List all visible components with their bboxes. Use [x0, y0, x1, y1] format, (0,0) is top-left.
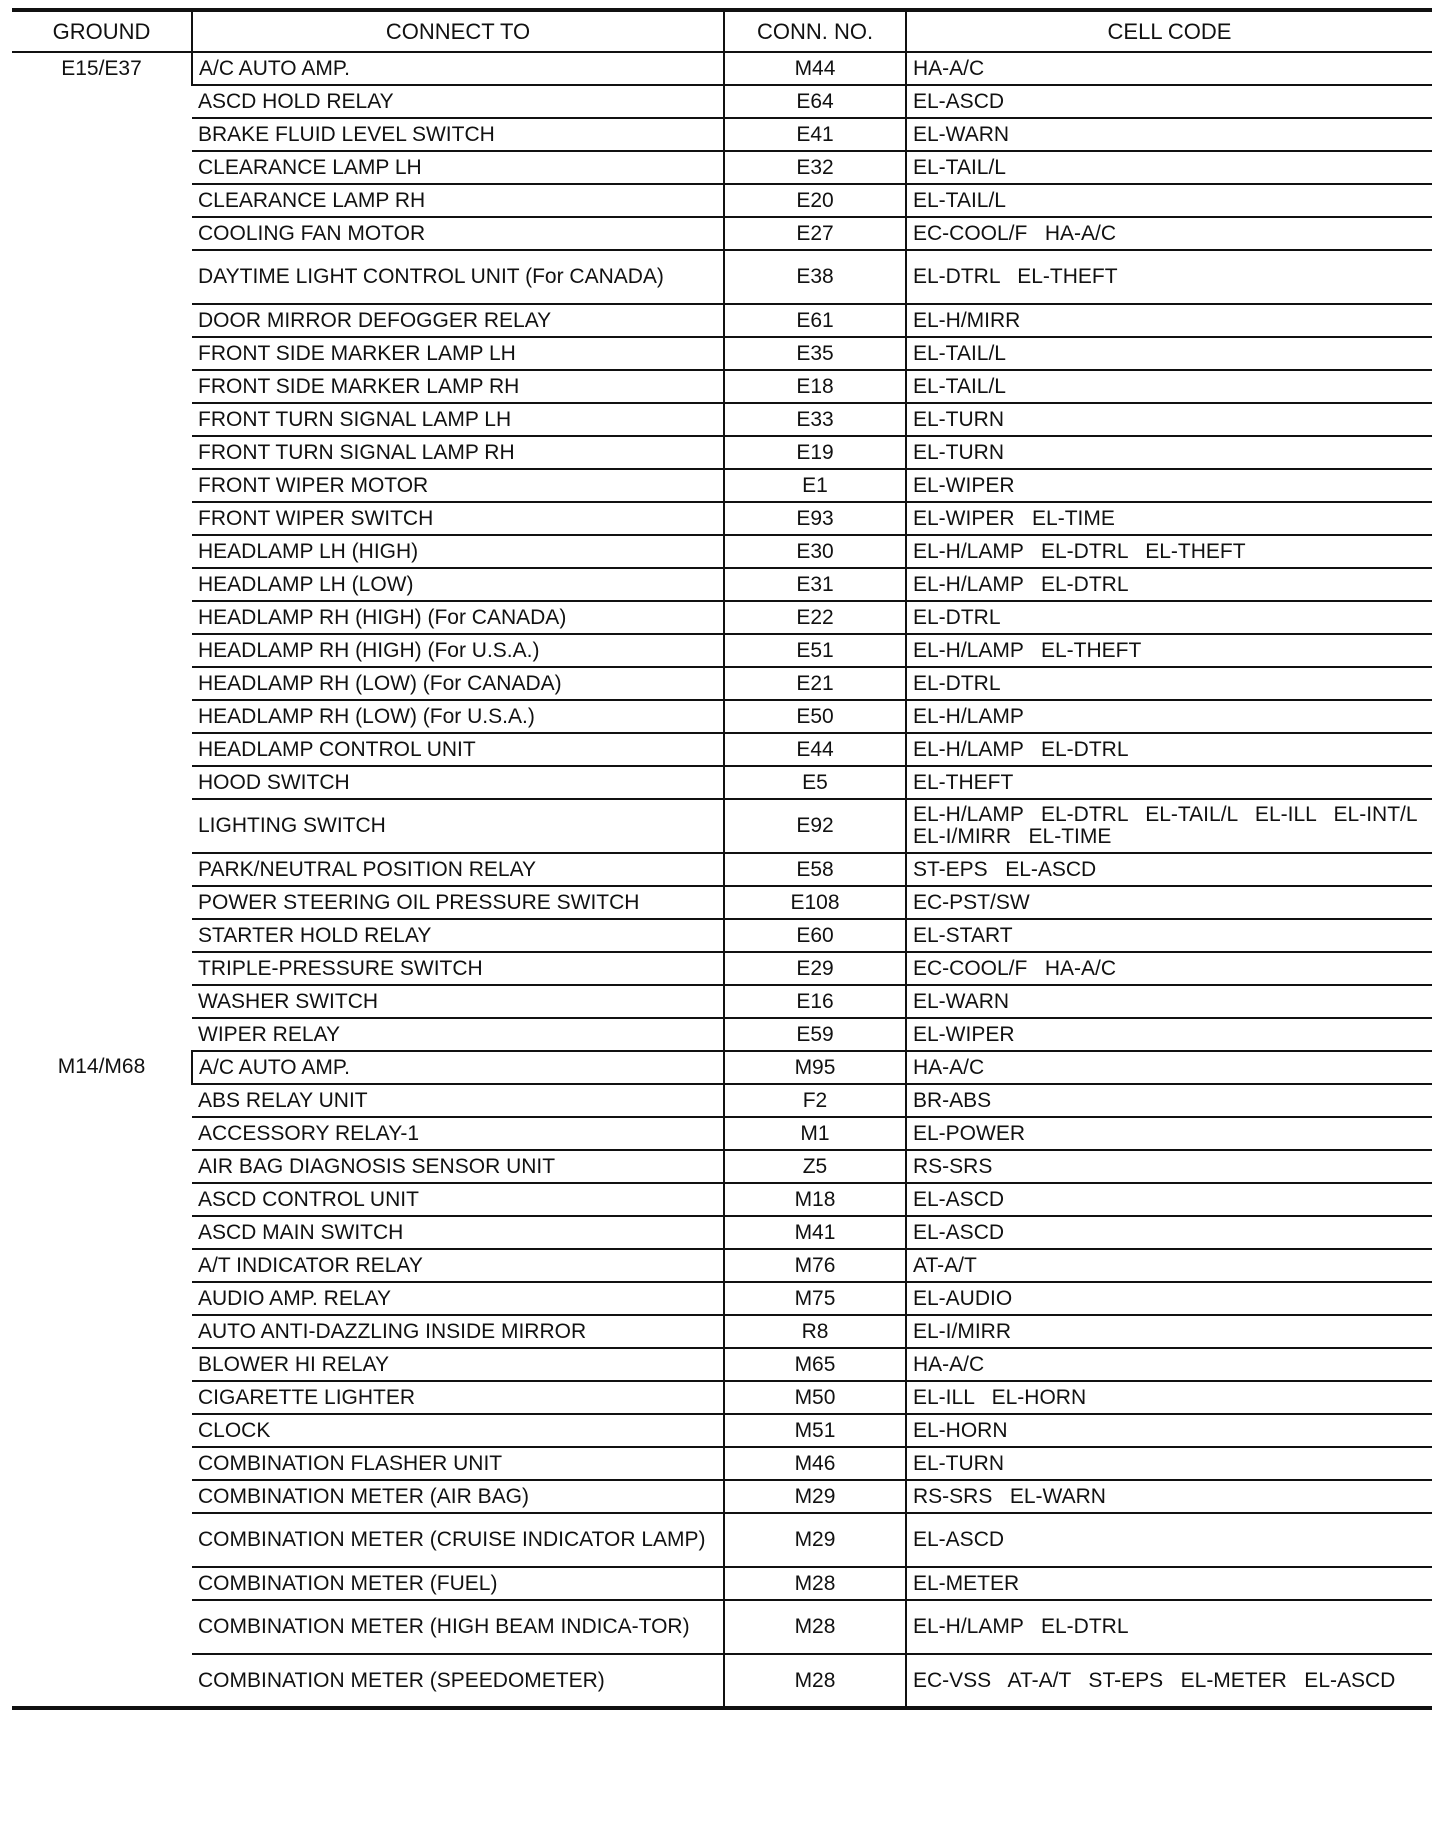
- conn-no-cell: M18: [724, 1183, 906, 1216]
- cell-code-cell: EL-H/LAMP EL-THEFT: [906, 634, 1432, 667]
- connect-to-cell: HEADLAMP LH (HIGH): [192, 535, 724, 568]
- connect-to-cell: CLEARANCE LAMP LH: [192, 151, 724, 184]
- table-row: [12, 700, 1432, 733]
- connect-to-cell: ASCD HOLD RELAY: [192, 85, 724, 118]
- cell-code-cell: EL-AUDIO: [906, 1282, 1432, 1315]
- connect-to-cell: COMBINATION METER (SPEEDOMETER): [192, 1654, 724, 1708]
- conn-no-cell: E31: [724, 568, 906, 601]
- table-row: [12, 370, 1432, 403]
- table-row: [12, 337, 1432, 370]
- conn-no-cell: E29: [724, 952, 906, 985]
- conn-no-cell: E92: [724, 799, 906, 853]
- table-row: [12, 766, 1432, 799]
- conn-no-cell: M95: [724, 1051, 906, 1084]
- table-row: [12, 1018, 1432, 1051]
- table-row: [12, 1414, 1432, 1447]
- connect-to-cell: COOLING FAN MOTOR: [192, 217, 724, 250]
- conn-no-cell: E16: [724, 985, 906, 1018]
- connect-to-cell: PARK/NEUTRAL POSITION RELAY: [192, 853, 724, 886]
- cell-code-cell: EL-WIPER: [906, 1018, 1432, 1051]
- conn-no-cell: E61: [724, 304, 906, 337]
- connect-to-cell: DOOR MIRROR DEFOGGER RELAY: [192, 304, 724, 337]
- header-cell-code: CELL CODE: [906, 10, 1432, 52]
- cell-code-cell: EL-H/LAMP EL-DTRL: [906, 733, 1432, 766]
- conn-no-cell: M75: [724, 1282, 906, 1315]
- cell-code-cell: EL-I/MIRR: [906, 1315, 1432, 1348]
- conn-no-cell: E32: [724, 151, 906, 184]
- conn-no-cell: M51: [724, 1414, 906, 1447]
- cell-code-cell: EL-DTRL EL-THEFT: [906, 250, 1432, 304]
- connect-to-cell: BRAKE FLUID LEVEL SWITCH: [192, 118, 724, 151]
- table-row: [12, 1282, 1432, 1315]
- cell-code-cell: EL-H/LAMP: [906, 700, 1432, 733]
- conn-no-cell: M28: [724, 1654, 906, 1708]
- table-row: [12, 1117, 1432, 1150]
- cell-code-cell: EL-TAIL/L: [906, 184, 1432, 217]
- table-row: [12, 250, 1432, 304]
- conn-no-cell: E21: [724, 667, 906, 700]
- ground-cell: E15/E37: [61, 57, 142, 80]
- connect-to-cell: DAYTIME LIGHT CONTROL UNIT (For CANADA): [192, 250, 724, 304]
- header-connect-to: CONNECT TO: [192, 10, 724, 52]
- conn-no-cell: M41: [724, 1216, 906, 1249]
- conn-no-cell: E5: [724, 766, 906, 799]
- connect-to-cell: A/C AUTO AMP.: [192, 52, 724, 85]
- connect-to-cell: ASCD CONTROL UNIT: [192, 1183, 724, 1216]
- conn-no-cell: M46: [724, 1447, 906, 1480]
- connect-to-cell: HEADLAMP LH (LOW): [192, 568, 724, 601]
- conn-no-cell: E60: [724, 919, 906, 952]
- connect-to-cell: HEADLAMP RH (LOW) (For CANADA): [192, 667, 724, 700]
- cell-code-cell: EL-WIPER: [906, 469, 1432, 502]
- connect-to-cell: WIPER RELAY: [192, 1018, 724, 1051]
- cell-code-cell: EL-H/LAMP EL-DTRL: [906, 1600, 1432, 1654]
- conn-no-cell: E19: [724, 436, 906, 469]
- conn-no-cell: E33: [724, 403, 906, 436]
- connect-to-cell: COMBINATION METER (FUEL): [192, 1567, 724, 1600]
- cell-code-cell: EL-THEFT: [906, 766, 1432, 799]
- cell-code-cell: EC-PST/SW: [906, 886, 1432, 919]
- conn-no-cell: E59: [724, 1018, 906, 1051]
- ground-distribution-table: [12, 8, 1436, 1714]
- conn-no-cell: Z5: [724, 1150, 906, 1183]
- connect-to-cell: AUTO ANTI-DAZZLING INSIDE MIRROR: [192, 1315, 724, 1348]
- connect-to-cell: HOOD SWITCH: [192, 766, 724, 799]
- connect-to-cell: AIR BAG DIAGNOSIS SENSOR UNIT: [192, 1150, 724, 1183]
- cell-code-cell: EL-ASCD: [906, 1513, 1432, 1567]
- cell-code-cell: EL-H/LAMP EL-DTRL: [906, 568, 1432, 601]
- connect-to-cell: COMBINATION METER (AIR BAG): [192, 1480, 724, 1513]
- cell-code-cell: EL-TAIL/L: [906, 337, 1432, 370]
- conn-no-cell: M28: [724, 1567, 906, 1600]
- connect-to-cell: ASCD MAIN SWITCH: [192, 1216, 724, 1249]
- conn-no-cell: E51: [724, 634, 906, 667]
- conn-no-cell: M1: [724, 1117, 906, 1150]
- cell-code-cell: EL-START: [906, 919, 1432, 952]
- table-row: [12, 1567, 1432, 1600]
- connect-to-cell: ABS RELAY UNIT: [192, 1084, 724, 1117]
- table-row: [12, 985, 1432, 1018]
- conn-no-cell: E93: [724, 502, 906, 535]
- cell-code-cell: EL-DTRL: [906, 667, 1432, 700]
- conn-no-cell: M76: [724, 1249, 906, 1282]
- table-row: [12, 535, 1432, 568]
- table-row: [12, 1315, 1432, 1348]
- cell-code-cell: EL-ILL EL-HORN: [906, 1381, 1432, 1414]
- table-row: [12, 1381, 1432, 1414]
- connect-to-cell: CLEARANCE LAMP RH: [192, 184, 724, 217]
- cell-code-cell: ST-EPS EL-ASCD: [906, 853, 1432, 886]
- cell-code-cell: AT-A/T: [906, 1249, 1432, 1282]
- table-row: [12, 217, 1432, 250]
- table-row: [12, 886, 1432, 919]
- cell-code-cell: HA-A/C: [906, 1348, 1432, 1381]
- cell-code-cell: EL-METER: [906, 1567, 1432, 1600]
- conn-no-cell: M44: [724, 52, 906, 85]
- table-row: [12, 1480, 1432, 1513]
- table-row: [12, 304, 1432, 337]
- connect-to-cell: A/C AUTO AMP.: [192, 1051, 724, 1084]
- cell-code-cell: EL-HORN: [906, 1414, 1432, 1447]
- cell-code-cell: EL-TURN: [906, 403, 1432, 436]
- table-row: [12, 799, 1432, 853]
- table-row: [12, 1183, 1432, 1216]
- connect-to-cell: FRONT SIDE MARKER LAMP RH: [192, 370, 724, 403]
- header-ground: GROUND: [12, 10, 192, 52]
- connect-to-cell: WASHER SWITCH: [192, 985, 724, 1018]
- header-conn-no: CONN. NO.: [724, 10, 906, 52]
- table-row: [12, 85, 1432, 118]
- table-row: [12, 52, 1432, 85]
- table-row: [12, 1654, 1432, 1708]
- cell-code-cell: EL-H/LAMP EL-DTRL EL-TAIL/L EL-ILL EL-INT/L EL-I/MIRR EL-TIME: [906, 799, 1432, 853]
- connect-to-cell: A/T INDICATOR RELAY: [192, 1249, 724, 1282]
- table-row: [12, 733, 1432, 766]
- header-row: [12, 10, 1432, 52]
- conn-no-cell: M50: [724, 1381, 906, 1414]
- cell-code-cell: EL-TAIL/L: [906, 370, 1432, 403]
- conn-no-cell: M65: [724, 1348, 906, 1381]
- cell-code-cell: EL-TURN: [906, 436, 1432, 469]
- data-table: [12, 8, 1436, 1714]
- table-row: [12, 502, 1432, 535]
- connect-to-cell: CLOCK: [192, 1414, 724, 1447]
- conn-no-cell: E22: [724, 601, 906, 634]
- table-row: [12, 634, 1432, 667]
- conn-no-cell: E27: [724, 217, 906, 250]
- conn-no-cell: E30: [724, 535, 906, 568]
- cell-code-cell: EC-COOL/F HA-A/C: [906, 217, 1432, 250]
- cell-code-cell: EL-TURN: [906, 1447, 1432, 1480]
- table-row: [12, 1216, 1432, 1249]
- table-row: [12, 1084, 1432, 1117]
- conn-no-cell: E38: [724, 250, 906, 304]
- connect-to-cell: BLOWER HI RELAY: [192, 1348, 724, 1381]
- cell-code-cell: EL-ASCD: [906, 1216, 1432, 1249]
- conn-no-cell: M28: [724, 1600, 906, 1654]
- table-row: [12, 151, 1432, 184]
- conn-no-cell: E64: [724, 85, 906, 118]
- cell-code-cell: EL-WARN: [906, 118, 1432, 151]
- conn-no-cell: E50: [724, 700, 906, 733]
- conn-no-cell: E41: [724, 118, 906, 151]
- table-row: [12, 667, 1432, 700]
- cell-code-cell: HA-A/C: [906, 1051, 1432, 1084]
- table-row: [12, 1348, 1432, 1381]
- connect-to-cell: STARTER HOLD RELAY: [192, 919, 724, 952]
- table-row: [12, 919, 1432, 952]
- table-row: [12, 1447, 1432, 1480]
- connect-to-cell: POWER STEERING OIL PRESSURE SWITCH: [192, 886, 724, 919]
- conn-no-cell: E108: [724, 886, 906, 919]
- ground-cell: M14/M68: [57, 1055, 146, 1078]
- table-row: [12, 469, 1432, 502]
- connect-to-cell: AUDIO AMP. RELAY: [192, 1282, 724, 1315]
- table-row: [12, 1150, 1432, 1183]
- table-row: [12, 184, 1432, 217]
- table-row: [12, 952, 1432, 985]
- cell-code-cell: BR-ABS: [906, 1084, 1432, 1117]
- bottom-rule: [12, 1708, 1432, 1714]
- cell-code-cell: EL-WARN: [906, 985, 1432, 1018]
- connect-to-cell: HEADLAMP RH (HIGH) (For CANADA): [192, 601, 724, 634]
- cell-code-cell: EL-ASCD: [906, 85, 1432, 118]
- table-row: [12, 853, 1432, 886]
- connect-to-cell: FRONT WIPER SWITCH: [192, 502, 724, 535]
- connect-to-cell: CIGARETTE LIGHTER: [192, 1381, 724, 1414]
- conn-no-cell: M29: [724, 1513, 906, 1567]
- table-row: [12, 1513, 1432, 1567]
- conn-no-cell: M29: [724, 1480, 906, 1513]
- connect-to-cell: LIGHTING SWITCH: [192, 799, 724, 853]
- connect-to-cell: COMBINATION METER (CRUISE INDICATOR LAMP): [192, 1513, 724, 1567]
- table-row: [12, 601, 1432, 634]
- table-row: [12, 118, 1432, 151]
- table-row: [12, 568, 1432, 601]
- cell-code-cell: EC-VSS AT-A/T ST-EPS EL-METER EL-ASCD: [906, 1654, 1432, 1708]
- cell-code-cell: EL-DTRL: [906, 601, 1432, 634]
- table-row: [12, 436, 1432, 469]
- connect-to-cell: COMBINATION METER (HIGH BEAM INDICA-TOR): [192, 1600, 724, 1654]
- connect-to-cell: COMBINATION FLASHER UNIT: [192, 1447, 724, 1480]
- conn-no-cell: E1: [724, 469, 906, 502]
- cell-code-cell: EL-TAIL/L: [906, 151, 1432, 184]
- conn-no-cell: F2: [724, 1084, 906, 1117]
- cell-code-cell: EL-H/MIRR: [906, 304, 1432, 337]
- conn-no-cell: E35: [724, 337, 906, 370]
- cell-code-cell: EL-POWER: [906, 1117, 1432, 1150]
- table-body: [12, 52, 1436, 1708]
- connect-to-cell: HEADLAMP CONTROL UNIT: [192, 733, 724, 766]
- conn-no-cell: E44: [724, 733, 906, 766]
- cell-code-cell: EL-H/LAMP EL-DTRL EL-THEFT: [906, 535, 1432, 568]
- connect-to-cell: FRONT TURN SIGNAL LAMP RH: [192, 436, 724, 469]
- cell-code-cell: EL-WIPER EL-TIME: [906, 502, 1432, 535]
- cell-code-cell: HA-A/C: [906, 52, 1432, 85]
- conn-no-cell: R8: [724, 1315, 906, 1348]
- connect-to-cell: TRIPLE-PRESSURE SWITCH: [192, 952, 724, 985]
- cell-code-cell: RS-SRS EL-WARN: [906, 1480, 1432, 1513]
- table-row: [12, 1600, 1432, 1654]
- table-row: [12, 1249, 1432, 1282]
- conn-no-cell: E18: [724, 370, 906, 403]
- connect-to-cell: ACCESSORY RELAY-1: [192, 1117, 724, 1150]
- connect-to-cell: HEADLAMP RH (LOW) (For U.S.A.): [192, 700, 724, 733]
- table-row: [12, 403, 1432, 436]
- conn-no-cell: E20: [724, 184, 906, 217]
- connect-to-cell: FRONT SIDE MARKER LAMP LH: [192, 337, 724, 370]
- cell-code-cell: RS-SRS: [906, 1150, 1432, 1183]
- table-row: [12, 1051, 1432, 1084]
- connect-to-cell: HEADLAMP RH (HIGH) (For U.S.A.): [192, 634, 724, 667]
- connect-to-cell: FRONT WIPER MOTOR: [192, 469, 724, 502]
- cell-code-cell: EL-ASCD: [906, 1183, 1432, 1216]
- conn-no-cell: E58: [724, 853, 906, 886]
- connect-to-cell: FRONT TURN SIGNAL LAMP LH: [192, 403, 724, 436]
- cell-code-cell: EC-COOL/F HA-A/C: [906, 952, 1432, 985]
